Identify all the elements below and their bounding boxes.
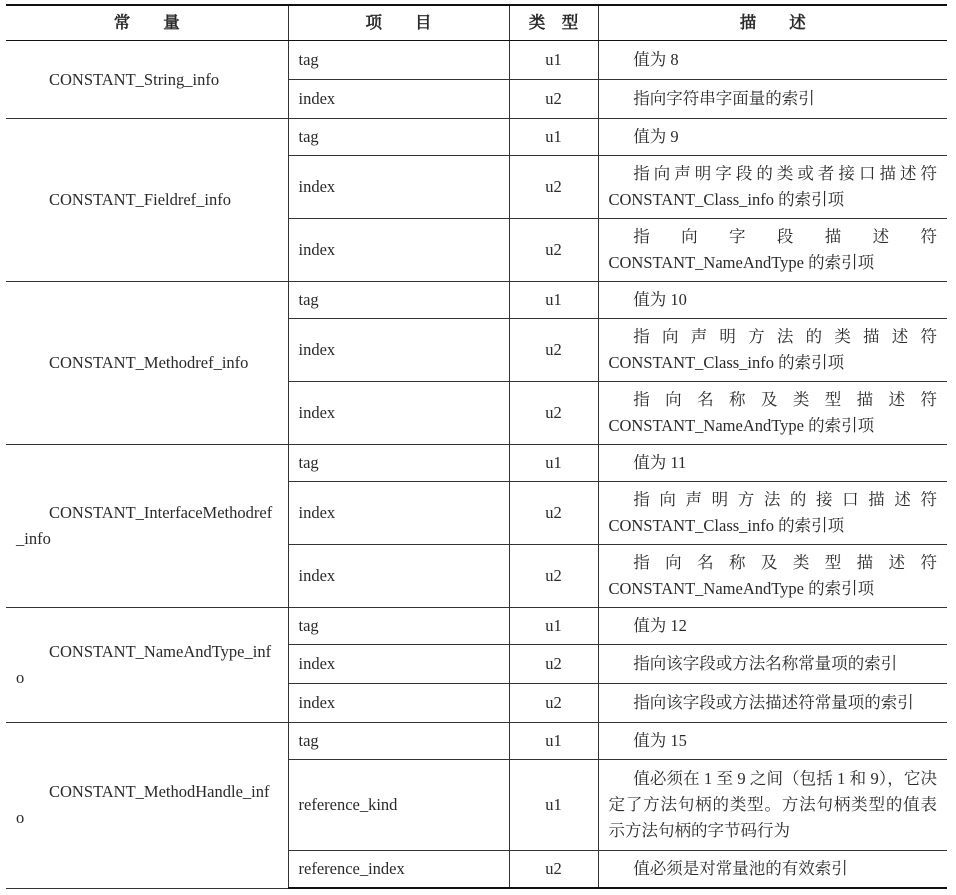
- item-cell: index: [288, 382, 509, 445]
- table-row: [6, 119, 947, 156]
- description-cell: 值必须在 1 至 9 之间（包括 1 和 9），它决定了方法句柄的类型。方法句柄类型的值表示方法句柄的字节码行为: [598, 760, 947, 851]
- description-cell: 值为 12: [598, 608, 947, 645]
- type-cell: u2: [509, 319, 598, 382]
- header-constant: 常 量: [6, 5, 288, 41]
- description-cell: 值为 8: [598, 41, 947, 80]
- item-cell: tag: [288, 282, 509, 319]
- type-cell: u1: [509, 723, 598, 760]
- type-cell: u2: [509, 684, 598, 723]
- item-cell: index: [288, 482, 509, 545]
- type-cell: u1: [509, 608, 598, 645]
- type-cell: u1: [509, 41, 598, 80]
- item-cell: tag: [288, 119, 509, 156]
- description-cell: 值为 11: [598, 445, 947, 482]
- type-cell: u2: [509, 80, 598, 119]
- table-row: [6, 608, 947, 645]
- description-cell: 指向该字段或方法描述符常量项的索引: [598, 684, 947, 723]
- table-row: [6, 445, 947, 482]
- item-cell: tag: [288, 445, 509, 482]
- description-cell: 值为 9: [598, 119, 947, 156]
- description-cell: 指向声明字段的类或者接口描述符 CONSTANT_Class_info 的索引项: [598, 156, 947, 219]
- item-cell: tag: [288, 41, 509, 80]
- item-cell: index: [288, 545, 509, 608]
- item-cell: index: [288, 645, 509, 684]
- constant-pool-table: [6, 4, 947, 889]
- item-cell: reference_kind: [288, 760, 509, 851]
- type-cell: u2: [509, 545, 598, 608]
- item-cell: index: [288, 219, 509, 282]
- constant-name: CONSTANT_InterfaceMethodref_info: [6, 445, 288, 608]
- header-item: 项 目: [288, 5, 509, 41]
- description-cell: 指向该字段或方法名称常量项的索引: [598, 645, 947, 684]
- item-cell: index: [288, 156, 509, 219]
- item-cell: index: [288, 684, 509, 723]
- type-cell: u2: [509, 382, 598, 445]
- description-cell: 指向字段描述符 CONSTANT_NameAndType 的索引项: [598, 219, 947, 282]
- constant-name: CONSTANT_String_info: [6, 41, 288, 119]
- item-cell: index: [288, 80, 509, 119]
- header-row: [6, 5, 947, 41]
- type-cell: u2: [509, 645, 598, 684]
- type-cell: u1: [509, 119, 598, 156]
- constant-name: CONSTANT_MethodHandle_info: [6, 723, 288, 889]
- header-description: 描 述: [598, 5, 947, 41]
- constant-name: CONSTANT_Methodref_info: [6, 282, 288, 445]
- item-cell: tag: [288, 608, 509, 645]
- header-type: 类 型: [509, 5, 598, 41]
- item-cell: index: [288, 319, 509, 382]
- type-cell: u2: [509, 851, 598, 889]
- table-row: [6, 41, 947, 80]
- description-cell: 值必须是对常量池的有效索引: [598, 851, 947, 889]
- type-cell: u2: [509, 482, 598, 545]
- constant-name: CONSTANT_NameAndType_info: [6, 608, 288, 723]
- item-cell: tag: [288, 723, 509, 760]
- description-cell: 指向名称及类型描述符 CONSTANT_NameAndType 的索引项: [598, 382, 947, 445]
- type-cell: u1: [509, 760, 598, 851]
- description-cell: 指向字符串字面量的索引: [598, 80, 947, 119]
- description-cell: 指向声明方法的接口描述符 CONSTANT_Class_info 的索引项: [598, 482, 947, 545]
- type-cell: u2: [509, 156, 598, 219]
- table-row: [6, 723, 947, 760]
- description-cell: 值为 15: [598, 723, 947, 760]
- description-cell: 指向声明方法的类描述符 CONSTANT_Class_info 的索引项: [598, 319, 947, 382]
- type-cell: u1: [509, 445, 598, 482]
- description-cell: 值为 10: [598, 282, 947, 319]
- item-cell: reference_index: [288, 851, 509, 889]
- table-row: [6, 282, 947, 319]
- type-cell: u1: [509, 282, 598, 319]
- description-cell: 指向名称及类型描述符 CONSTANT_NameAndType 的索引项: [598, 545, 947, 608]
- constant-name: CONSTANT_Fieldref_info: [6, 119, 288, 282]
- type-cell: u2: [509, 219, 598, 282]
